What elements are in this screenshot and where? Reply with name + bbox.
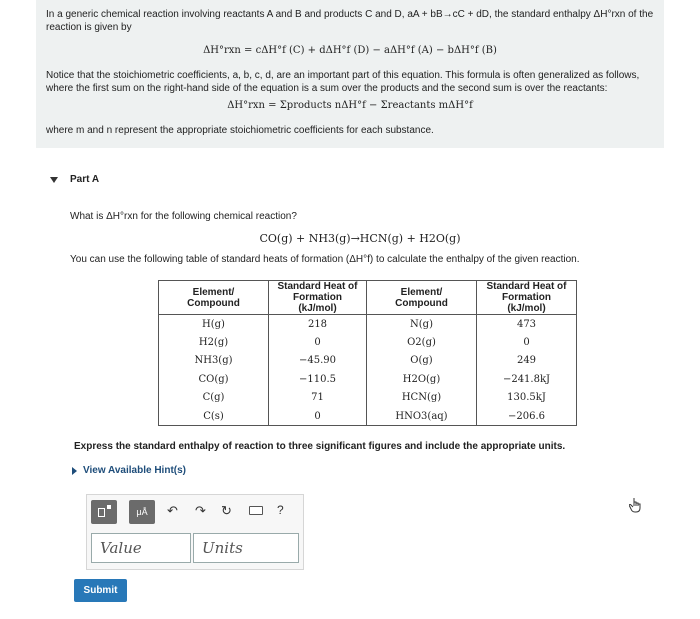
- view-hints-link[interactable]: [72, 465, 186, 476]
- table-row: [159, 370, 577, 389]
- table-row: [159, 315, 577, 334]
- part-a-label: Part A: [70, 174, 100, 185]
- compound-cell: C(s): [159, 407, 269, 426]
- table-note: You can use the following table of standard heats of formation (ΔH°f) to calculate the enthalpy of the given reaction.: [70, 254, 580, 265]
- reaction-equation: CO(g) + NH3(g)→HCN(g) + H2O(g): [259, 232, 461, 245]
- compound-cell: HNO3(aq): [367, 407, 477, 426]
- intro-panel: [36, 0, 664, 148]
- table-row: [159, 389, 577, 408]
- compound-cell: NH3(g): [159, 352, 269, 371]
- heat-cell: −241.8kJ: [477, 370, 577, 389]
- compound-cell: HCN(g): [367, 389, 477, 408]
- template-button[interactable]: [91, 500, 117, 524]
- intro-paragraph-3: where m and n represent the appropriate stoichiometric coefficients for each substance.: [46, 125, 434, 136]
- compound-cell: C(g): [159, 389, 269, 408]
- table-row: [159, 333, 577, 352]
- compound-cell: H(g): [159, 315, 269, 334]
- header-compound-2: Element/ Compound: [367, 281, 477, 315]
- value-input[interactable]: Value: [91, 533, 191, 563]
- compound-cell: H2O(g): [367, 370, 477, 389]
- compound-cell: H2(g): [159, 333, 269, 352]
- view-hints-label: View Available Hint(s): [83, 465, 186, 476]
- heat-cell: −206.6: [477, 407, 577, 426]
- table-header-row: [159, 281, 577, 315]
- heat-cell: 0: [477, 333, 577, 352]
- undo-icon[interactable]: ↶: [167, 503, 178, 518]
- caret-down-icon: [50, 177, 58, 183]
- hand-cursor-icon: [629, 497, 643, 513]
- compound-cell: CO(g): [159, 370, 269, 389]
- summation-equation: ΔH°rxn = Σproducts nΔH°f − Σreactants mΔH°f: [227, 100, 473, 111]
- heat-cell: 218: [269, 315, 367, 334]
- heat-cell: 71: [269, 389, 367, 408]
- heat-cell: 249: [477, 352, 577, 371]
- compound-cell: N(g): [367, 315, 477, 334]
- general-enthalpy-equation: ΔH°rxn = cΔH°f (C) + dΔH°f (D) − aΔH°f (A) − bΔH°f (B): [203, 45, 497, 56]
- heat-cell: 473: [477, 315, 577, 334]
- heat-cell: −45.90: [269, 352, 367, 371]
- answer-instructions: Express the standard enthalpy of reaction to three significant figures and include the appropriate units.: [74, 441, 566, 452]
- submit-button[interactable]: Submit: [74, 579, 127, 602]
- part-a-toggle[interactable]: [50, 174, 99, 185]
- help-icon[interactable]: ?: [277, 503, 284, 517]
- heats-of-formation-table: [158, 280, 577, 426]
- reset-icon[interactable]: ↻: [221, 503, 232, 518]
- keyboard-icon[interactable]: [249, 506, 263, 515]
- compound-cell: O2(g): [367, 333, 477, 352]
- answer-input-panel: [86, 494, 304, 570]
- template-box-icon: [98, 508, 105, 517]
- units-glyph: μÅ: [136, 507, 148, 517]
- header-heat-1: Standard Heat of Formation (kJ/mol): [269, 281, 367, 315]
- heat-cell: 0: [269, 333, 367, 352]
- units-input[interactable]: Units: [193, 533, 299, 563]
- question-prompt: What is ΔH°rxn for the following chemical reaction?: [70, 211, 297, 222]
- table-row: [159, 352, 577, 371]
- caret-right-icon: [72, 467, 77, 475]
- template-small-box-icon: [107, 505, 111, 509]
- header-compound-1: Element/ Compound: [159, 281, 269, 315]
- compound-cell: O(g): [367, 352, 477, 371]
- redo-icon[interactable]: ↷: [195, 503, 206, 518]
- units-button[interactable]: [129, 500, 155, 524]
- table-row: [159, 407, 577, 426]
- intro-paragraph-1: In a generic chemical reaction involving reactants A and B and products C and D, aA + bB→cC + dD, the standard enthalpy ΔH°rxn of the reaction is given by: [46, 9, 654, 33]
- heat-cell: 0: [269, 407, 367, 426]
- heat-cell: 130.5kJ: [477, 389, 577, 408]
- heat-cell: −110.5: [269, 370, 367, 389]
- intro-paragraph-2: Notice that the stoichiometric coefficients, a, b, c, d, are an important part of this equation. This formula is often generalized as follows, where the first sum on the right-hand side of the equation is a sum over the products and the second sum is over the reactants:: [46, 70, 640, 94]
- header-heat-2: Standard Heat of Formation (kJ/mol): [477, 281, 577, 315]
